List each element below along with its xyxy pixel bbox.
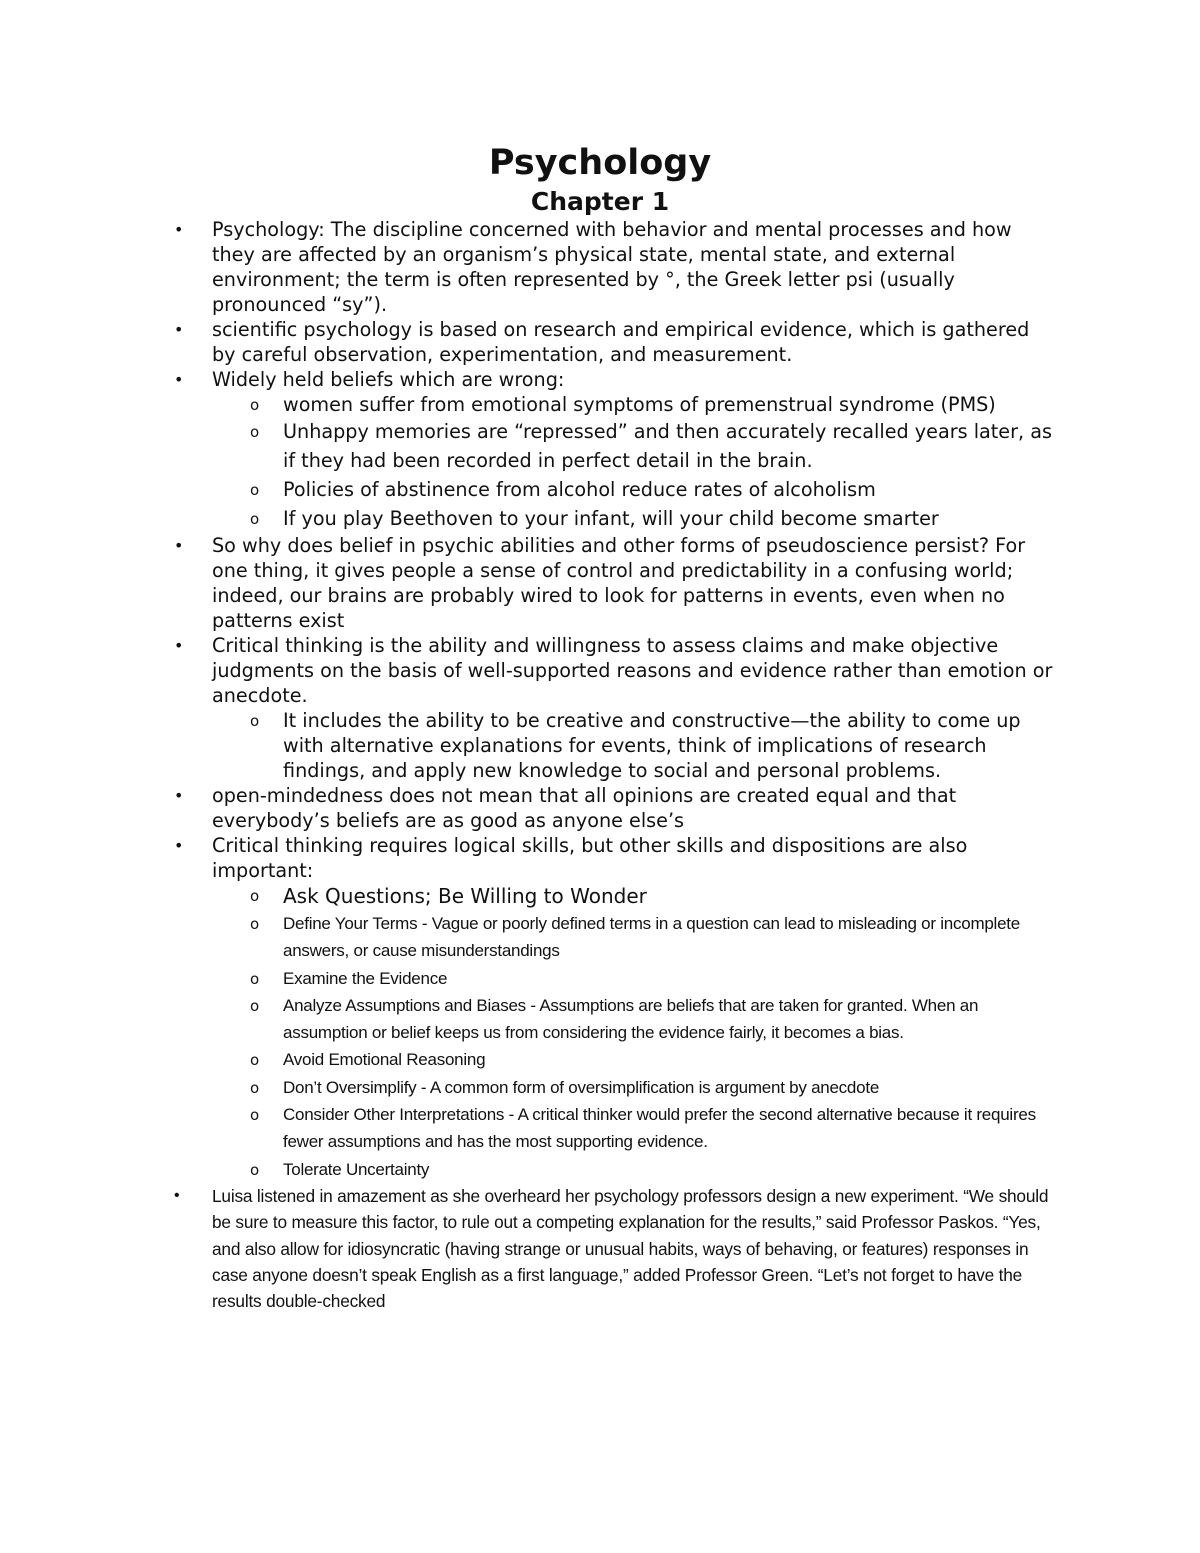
chapter-heading: Chapter 1 [530,187,670,216]
sub-bullet-icon: o [250,996,259,1015]
sub-item-text: Consider Other Interpretations - A critical thinker would prefer the second alternative because it requires fewer assumptions and has the most supporting evidence. [283,1105,1036,1152]
list-item-text: Psychology: The discipline concerned with behavior and mental processes and how they are affected by an organism’s physical state, mental state, and external environment; the term is often represented by °, the Greek letter psi (usually pronounced “sy”). [212,218,1012,316]
document-title: Psychology [488,143,712,183]
sub-item-text: Policies of abstinence from alcohol reduce rates of alcoholism [283,478,876,501]
bullet-icon: • [174,536,184,555]
bullet-icon: • [174,836,184,855]
sub-item-examine-evidence [0,965,1058,992]
sub-bullet-icon: o [250,1078,259,1097]
bullet-icon: • [174,220,184,239]
sub-item-text: Examine the Evidence [283,968,448,988]
sub-item-text: Analyze Assumptions and Biases - Assumptions are beliefs that are taken for granted. When an assumption or belief keeps us from considering the evidence fairly, it becomes a bias. [283,995,979,1043]
list-item-luisa-scenario [0,1183,1058,1314]
list-item-scientific-psychology [0,317,1058,367]
sub-item-text: If you play Beethoven to your infant, will your child become smarter [283,507,939,530]
sub-item-ask-questions [0,883,1058,910]
sub-bullet-icon: o [250,969,259,988]
list-item-logical-skills [0,833,1058,883]
sub-bullet-icon: o [250,396,260,414]
bullet-icon: • [174,636,184,655]
sub-item-text: Don’t Oversimplify - A common form of oversimplification is argument by anecdote [283,1077,880,1097]
sub-item-beethoven [0,504,1058,533]
bullet-icon: • [174,1186,180,1204]
sub-item-abstinence [0,475,1058,504]
list-item-text: Critical thinking requires logical skills, but other skills and dispositions are also important: [212,834,968,882]
sub-item-other-interpretations [0,1101,1058,1156]
sub-bullet-icon: o [250,712,260,730]
list-item-text: Critical thinking is the ability and willingness to assess claims and make objective judgments on the basis of well-supported reasons and evidence rather than emotion or anecdote. [212,634,1053,707]
sub-item-repressed-memories [0,417,1058,475]
list-item-critical-thinking [0,633,1058,708]
sub-item-text: Avoid Emotional Reasoning [283,1050,486,1070]
sub-item-oversimplify [0,1074,1058,1101]
sub-item-text: It includes the ability to be creative and constructive—the ability to come up with alternative explanations for events, think of implications of research findings, and apply new knowledge to social and personal problems. [283,709,1021,782]
sub-bullet-icon: o [250,423,260,441]
list-item-psychology-definition [0,217,1058,317]
list-item-wrong-beliefs [0,367,1058,392]
sub-item-text: Ask Questions; Be Willing to Wonder [283,884,647,908]
list-item-text: open-mindedness does not mean that all opinions are created equal and that everybody’s beliefs are as good as anyone else’s [212,784,957,832]
bullet-icon: • [174,320,184,339]
sub-item-text: Unhappy memories are “repressed” and then accurately recalled years later, as if they had been recorded in perfect detail in the brain. [283,420,1052,472]
sub-item-pms [0,392,1058,417]
sub-item-creative-constructive [0,708,1058,783]
sub-item-define-terms [0,910,1058,965]
sub-bullet-icon: o [250,510,260,528]
sub-item-text: women suffer from emotional symptoms of premenstrual syndrome (PMS) [283,393,996,416]
bullet-icon: • [174,786,184,805]
sub-item-analyze-assumptions [0,992,1058,1047]
sub-item-tolerate-uncertainty [0,1156,1058,1183]
sub-bullet-icon: o [250,1051,259,1070]
sub-item-text: Tolerate Uncertainty [283,1159,430,1179]
list-item-text: Widely held beliefs which are wrong: [212,368,565,391]
list-item-text: scientific psychology is based on research and empirical evidence, which is gathered by careful observation, experimentation, and measurement. [212,318,1030,366]
bullet-icon: • [174,370,184,389]
list-item-text: Luisa listened in amazement as she overheard her psychology professors design a new experiment. “We should be sure to measure this factor, to rule out a competing explanation for the results,” said Professor Paskos. “Yes, and also allow for idiosyncratic (having strange or unusual habits, ways of behaving, or features) responses in case anyone doesn’t speak English as a first language,” added Professor Green. “Let’s not forget to have the results double-checked [212,1185,1049,1312]
list-item-pseudoscience [0,533,1058,633]
list-item-text: So why does belief in psychic abilities and other forms of pseudoscience persist? For one thing, it gives people a sense of control and predictability in a confusing world; indeed, our brains are probably wired to look for patterns in events, even when no patterns exist [212,534,1026,632]
sub-bullet-icon: o [250,1160,259,1179]
sub-bullet-icon: o [250,1106,259,1125]
sub-bullet-icon: o [250,481,260,499]
notes-list [0,217,1200,1314]
sub-item-text: Define Your Terms - Vague or poorly defined terms in a question can lead to misleading or incomplete answers, or cause misunderstandings [283,914,1020,961]
sub-bullet-icon: o [250,887,260,905]
sub-bullet-icon: o [250,915,259,933]
list-item-open-mindedness [0,783,1058,833]
sub-item-emotional-reasoning [0,1046,1058,1073]
